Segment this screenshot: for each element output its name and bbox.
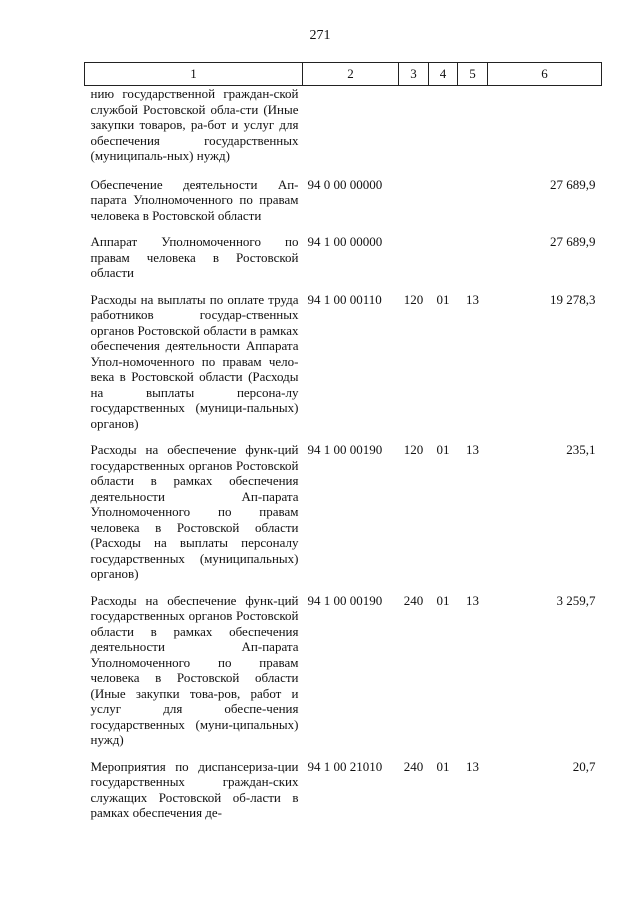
row-code bbox=[303, 86, 399, 177]
row-amount: 20,7 bbox=[572, 758, 596, 774]
row-amount bbox=[488, 86, 602, 177]
row-vr bbox=[399, 234, 429, 292]
row-amount: 27 689,9 bbox=[550, 234, 596, 249]
column-header-name: 1 bbox=[85, 63, 303, 86]
row-section bbox=[429, 177, 458, 235]
row-subsection: 13 bbox=[466, 291, 479, 307]
row-subsection bbox=[458, 86, 488, 177]
budget-table bbox=[84, 62, 602, 832]
row-vr: 120 bbox=[403, 291, 424, 307]
row-code: 94 1 00 00110 bbox=[307, 291, 382, 307]
row-code: 94 1 00 21010 bbox=[307, 758, 383, 774]
table-header bbox=[85, 63, 602, 86]
row-code: 94 0 00 00000 bbox=[307, 176, 383, 192]
row-section: 01 bbox=[436, 592, 450, 608]
row-section bbox=[429, 86, 458, 177]
row-name: Обеспечение деятельности Ап-парата Уполномоченного по правам человека в Ростовской области bbox=[90, 176, 299, 223]
column-header-section: 4 bbox=[429, 63, 458, 86]
table-row bbox=[85, 442, 602, 593]
row-name: Аппарат Уполномоченного по правам человека в Ростовской области bbox=[90, 234, 299, 280]
row-vr: 120 bbox=[403, 442, 424, 457]
row-subsection bbox=[458, 234, 488, 292]
page-number: 271 bbox=[309, 28, 331, 43]
row-amount: 3 259,7 bbox=[556, 592, 596, 608]
row-subsection bbox=[458, 177, 488, 235]
row-section: 01 bbox=[436, 291, 450, 307]
table-row bbox=[85, 86, 602, 177]
column-header-amount: 6 bbox=[488, 63, 602, 86]
row-code: 94 1 00 00190 bbox=[307, 592, 383, 608]
column-header-subsection: 5 bbox=[458, 63, 488, 86]
row-vr: 240 bbox=[403, 592, 424, 608]
row-amount: 235,1 bbox=[566, 442, 596, 457]
row-code: 94 1 00 00000 bbox=[307, 234, 383, 249]
table-row bbox=[85, 759, 602, 832]
table-row bbox=[85, 177, 602, 235]
row-vr bbox=[399, 177, 429, 235]
row-subsection: 13 bbox=[466, 442, 479, 457]
row-subsection: 13 bbox=[466, 592, 479, 608]
row-amount: 27 689,9 bbox=[550, 176, 596, 192]
table-row bbox=[85, 234, 602, 292]
row-name: Расходы на обеспечение функ-ций государственных органов Ростовской области в рамках обеспечения деятельности Ап-парата Уполномоченного по правам человека в Ростовской области (Иные закупки това-ров, работ и услуг для обеспе-чения государственных (муни-ципальных) нужд) bbox=[90, 592, 299, 747]
row-name: Расходы на выплаты по оплате труда работников государ-ственных органов Ростовской области в рамках обеспечения деятельности Аппарата Упол-номоченного по правам чело-века в Ростовской области (Расходы на выплаты персона-лу государственных (муници-пальных) органов) bbox=[90, 291, 299, 431]
table-row bbox=[85, 593, 602, 759]
row-name: Расходы на обеспечение функ-ций государственных органов Ростовской области в рамках обеспечения деятельности Ап-парата Уполномоченного по правам человека в Ростовской области (Расходы на выплаты персоналу государственных (муниципальных) органов) bbox=[90, 442, 299, 581]
row-vr bbox=[399, 86, 429, 177]
row-section: 01 bbox=[436, 758, 450, 774]
row-vr: 240 bbox=[403, 758, 424, 774]
table-body bbox=[85, 86, 602, 832]
header-row bbox=[85, 63, 602, 86]
column-header-code: 2 bbox=[303, 63, 399, 86]
row-section bbox=[429, 234, 458, 292]
row-name: Мероприятия по диспансериза-ции государственных граждан-ских служащих Ростовской об-ласти в рамках обеспечения де- bbox=[90, 758, 299, 820]
row-amount: 19 278,3 bbox=[550, 291, 596, 307]
row-section: 01 bbox=[436, 442, 450, 457]
row-code: 94 1 00 00190 bbox=[307, 442, 383, 457]
row-subsection: 13 bbox=[466, 758, 479, 774]
column-header-vr: 3 bbox=[399, 63, 429, 86]
table-row bbox=[85, 292, 602, 443]
row-name: нию государственной граждан-ской службой Ростовской обла-сти (Иные закупки товаров, ра-бот и услуг для обеспечения государственных (муниципаль-ных) нужд) bbox=[90, 86, 299, 163]
